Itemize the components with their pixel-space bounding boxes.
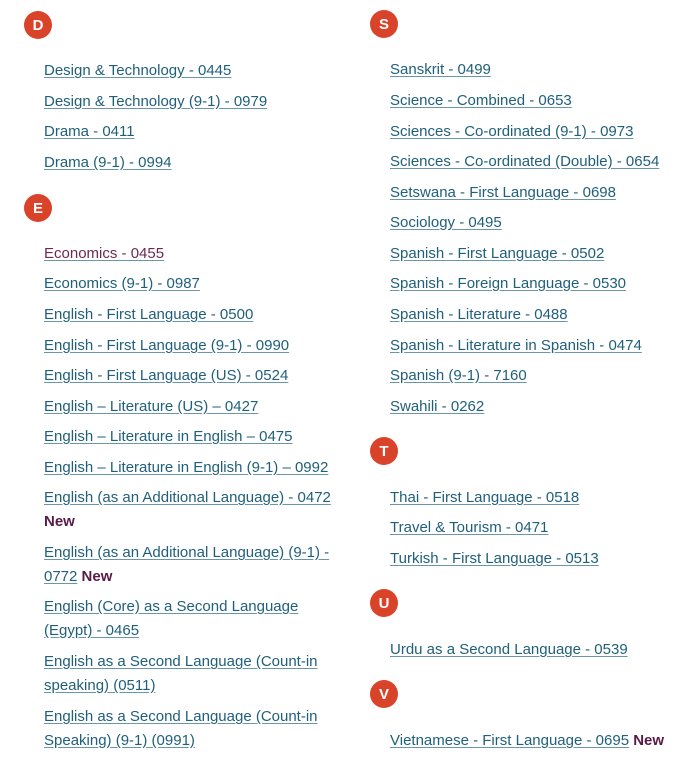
syllabus-link[interactable]: English as a Second Language (Count-in Speaking) (9-1) (0991) xyxy=(44,708,318,749)
letter-badge-s: S xyxy=(370,10,398,38)
syllabus-link[interactable]: English - First Language (US) - 0524 xyxy=(44,367,289,384)
syllabus-link[interactable]: Urdu as a Second Language - 0539 xyxy=(390,641,628,658)
syllabus-link[interactable]: Spanish - Foreign Language - 0530 xyxy=(390,275,627,292)
syllabus-link[interactable]: Economics (9-1) - 0987 xyxy=(44,275,200,292)
syllabus-link[interactable]: Spanish (9-1) - 7160 xyxy=(390,367,527,384)
list-item xyxy=(44,541,344,589)
letter-badge-e: E xyxy=(24,194,52,222)
new-badge: New xyxy=(81,568,113,585)
syllabus-link[interactable]: Science - Combined - 0653 xyxy=(390,92,572,109)
syllabus-link[interactable]: Drama - 0411 xyxy=(44,123,135,140)
syllabus-link[interactable]: Sanskrit - 0499 xyxy=(390,61,491,78)
syllabus-link[interactable]: English as a Second Language (Count-in speaking) (0511) xyxy=(44,653,318,694)
new-badge: New xyxy=(44,513,75,530)
list-item xyxy=(44,486,344,534)
syllabus-link[interactable]: Vietnamese - First Language - 0695 xyxy=(390,732,630,749)
syllabus-link[interactable]: Sciences - Co-ordinated (9-1) - 0973 xyxy=(390,123,634,140)
letter-badge-t: T xyxy=(370,437,398,465)
syllabus-link[interactable]: Swahili - 0262 xyxy=(390,398,485,415)
syllabus-link[interactable]: Travel & Tourism - 0471 xyxy=(390,519,549,536)
letter-badge-v: V xyxy=(370,680,398,708)
syllabus-link[interactable]: English (as an Additional Language) - 0472 xyxy=(44,489,331,506)
list-item xyxy=(390,729,664,753)
syllabus-link[interactable]: Drama (9-1) - 0994 xyxy=(44,154,172,171)
syllabus-link[interactable]: Economics - 0455 xyxy=(44,245,165,262)
new-badge: New xyxy=(633,732,665,749)
syllabus-link[interactable]: Design & Technology - 0445 xyxy=(44,62,232,79)
letter-badge-u: U xyxy=(370,589,398,617)
syllabus-link[interactable]: English – Literature in English (9-1) – 0992 xyxy=(44,459,329,476)
syllabus-link[interactable]: Thai - First Language - 0518 xyxy=(390,489,580,506)
syllabus-link[interactable]: Spanish - First Language - 0502 xyxy=(390,245,605,262)
syllabus-link[interactable]: English - First Language - 0500 xyxy=(44,306,254,323)
syllabus-link[interactable]: English (as an Additional Language) (9-1) - 0772 xyxy=(44,544,330,585)
syllabus-link[interactable]: English – Literature (US) – 0427 xyxy=(44,398,259,415)
syllabus-link[interactable]: English – Literature in English – 0475 xyxy=(44,428,293,445)
syllabus-link[interactable]: Turkish - First Language - 0513 xyxy=(390,550,599,567)
syllabus-link[interactable]: Sciences - Co-ordinated (Double) - 0654 xyxy=(390,153,660,170)
syllabus-link[interactable]: Spanish - Literature - 0488 xyxy=(390,306,568,323)
syllabus-link[interactable]: English (Core) as a Second Language (Egypt) - 0465 xyxy=(44,598,299,639)
syllabus-link[interactable]: Design & Technology (9-1) - 0979 xyxy=(44,93,268,110)
syllabus-link[interactable]: English - First Language (9-1) - 0990 xyxy=(44,337,290,354)
syllabus-link[interactable]: Setswana - First Language - 0698 xyxy=(390,184,616,201)
letter-badge-d: D xyxy=(24,11,52,39)
syllabus-link[interactable]: Sociology - 0495 xyxy=(390,214,502,231)
syllabus-link[interactable]: Spanish - Literature in Spanish - 0474 xyxy=(390,337,642,354)
